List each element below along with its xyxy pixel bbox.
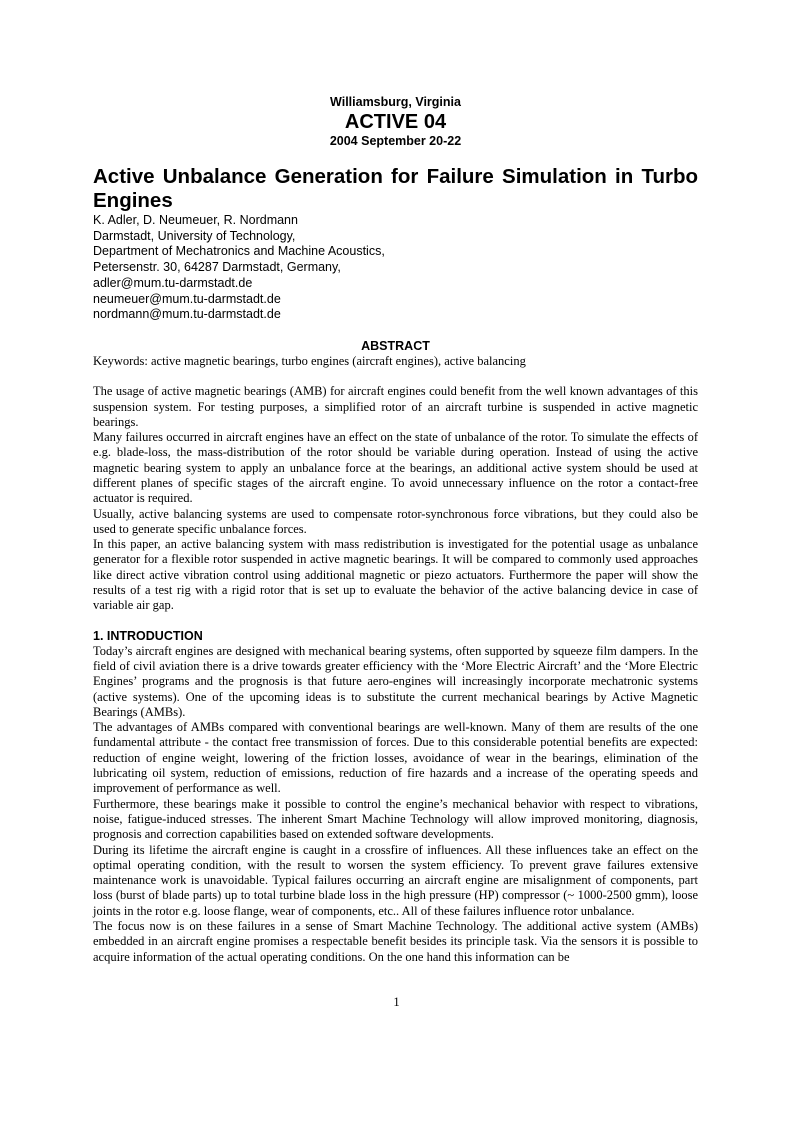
abstract-heading: ABSTRACT	[361, 338, 430, 353]
abstract-paragraph: Many failures occurred in aircraft engines have an effect on the state of unbalance of the rotor. To simulate the effects of e.g. blade-loss, the mass-distribution of the rotor should be variable during operation. Instead of using the active magnetic bearing system to apply an unbalance force at the bearings, an additional active system should be used at different planes of specific stages of the aircraft engine. To avoid unnecessary influence on the rotor a contact-free actuator is required.	[93, 430, 698, 506]
abstract-paragraph: The usage of active magnetic bearings (AMB) for aircraft engines could benefit from the well known advantages of this suspension system. For testing purposes, a simplified rotor of an aircraft turbine is suspended in active magnetic bearings.	[93, 384, 698, 429]
author-email: adler@mum.tu-darmstadt.de	[93, 275, 253, 290]
introduction-paragraph: The advantages of AMBs compared with conventional bearings are well-known. Many of them are results of the one fundamental attribute - the contact free transmission of forces. Due to this considerable potential benefits are expected: reduction of engine weight, lowering of the friction losses, avoidance of wear in the bearings, elimination of the lubricating oil system, reduction of emissions, reduction of fire hazards and a increase of the operating speeds and improvement of performance as well.	[93, 720, 698, 796]
author-block	[93, 213, 698, 323]
author-email: nordmann@mum.tu-darmstadt.de	[93, 307, 281, 322]
conference-header	[93, 95, 698, 149]
abstract-paragraph: Usually, active balancing systems are used to compensate rotor-synchronous force vibrations, but they could also be used to generate specific unbalance forces.	[93, 506, 698, 536]
page-number: 1	[393, 995, 400, 1009]
introduction-body	[93, 644, 698, 965]
introduction-heading: 1. INTRODUCTION	[93, 628, 203, 643]
conference-date: 2004 September 20-22	[329, 134, 462, 148]
introduction-paragraph: The focus now is on these failures in a sense of Smart Machine Technology. The additional active system (AMBs) embedded in an aircraft engine promises a respectable benefit besides its principle task. Via the sensors it is possible to acquire information of the actual operating conditions. On the one hand this information can be	[93, 919, 698, 964]
paper-page	[93, 95, 698, 965]
introduction-paragraph: Today’s aircraft engines are designed with mechanical bearing systems, often supported by squeeze film dampers. In the field of civil aviation there is a drive towards greater efficiency with the ‘More Electric Aircraft’ and the ‘More Electric Engines’ programs and the prognosis is that future aero-engines will increasingly incorporate mechatronic systems (active systems). One of the upcoming ideas is to substitute the current mechanical bearings by Active Magnetic Bearings (AMBs).	[93, 643, 698, 719]
keywords: Keywords: active magnetic bearings, turbo engines (aircraft engines), active balancing	[93, 353, 526, 368]
conference-name: ACTIVE 04	[344, 111, 447, 133]
author-names: K. Adler, D. Neumeuer, R. Nordmann	[93, 213, 298, 227]
affiliation-line: Petersenstr. 30, 64287 Darmstadt, Germany,	[93, 260, 341, 275]
abstract-paragraph: In this paper, an active balancing system with mass redistribution is investigated for the potential usage as unbalance generator for a flexible rotor suspended in active magnetic bearings. It will be compared to commonly used approaches like direct active vibration control using additional magnetic or piezo actuators. Furthermore the paper will show the results of a test rig with a rigid rotor that is set up to evaluate the behavior of the active balancing device in case of variable air gap.	[93, 537, 698, 613]
abstract-body	[93, 354, 698, 614]
introduction-paragraph: Furthermore, these bearings make it possible to control the engine’s mechanical behavior with respect to vibrations, noise, fatigue-induced stresses. The inherent Smart Machine Technology will allow improved monitoring, diagnosis, prognosis and correction capabilities based on extended software developments.	[93, 796, 698, 842]
introduction-paragraph: During its lifetime the aircraft engine is caught in a crossfire of influences. All these influences take an effect on the optimal operating condition, with the result to worsen the system efficiency. To prevent grave failures extensive maintenance work is unavoidable. Typical failures occurring an aircraft engine are misalignment of components, part loss (burst of blade parts) up to total turbine blade loss in the high pressure (HP) compressor (~ 1000-2500 gmm), loose joints in the rotor e.g. loose flange, wear of components, etc.. All of these failures influence rotor unbalance.	[93, 842, 698, 918]
affiliation-line: Darmstadt, University of Technology,	[93, 228, 296, 243]
conference-location: Williamsburg, Virginia	[330, 95, 461, 109]
paper-title: Active Unbalance Generation for Failure Simulation in Turbo Engines	[93, 165, 698, 212]
affiliation-line: Department of Mechatronics and Machine Acoustics,	[93, 244, 385, 259]
author-email: neumeuer@mum.tu-darmstadt.de	[93, 291, 281, 306]
